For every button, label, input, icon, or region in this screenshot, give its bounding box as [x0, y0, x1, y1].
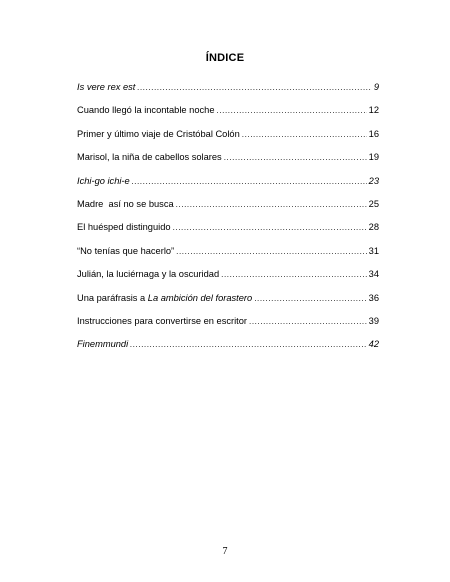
dot-leader [249, 316, 367, 327]
toc-entry-title: Instrucciones para convertirse en escritor [77, 315, 247, 326]
table-of-contents [77, 82, 379, 363]
toc-entry-page: 9 [373, 82, 379, 92]
toc-entry-title-prefix: Una paráfrasis a [77, 292, 148, 303]
toc-entry-title: Finemmundi [77, 339, 129, 350]
toc-entry [77, 222, 379, 245]
toc-entry-page: 19 [368, 152, 379, 163]
toc-entry [77, 152, 379, 175]
toc-entry-page: 25 [368, 198, 379, 209]
toc-entry [77, 269, 379, 292]
toc-entry-page: 28 [368, 222, 379, 233]
toc-entry-title: Ichi-go ichi-e [77, 175, 130, 186]
toc-entry [77, 339, 379, 362]
toc-entry-title: Cuando llegó la incontable noche [77, 105, 215, 116]
toc-entry-title [77, 293, 252, 304]
toc-entry-page: 16 [368, 128, 379, 139]
dot-leader [173, 222, 367, 233]
dot-leader [176, 199, 367, 210]
toc-entry-title: Julián, la luciérnaga y la oscuridad [77, 269, 220, 280]
page-title: ÍNDICE [205, 52, 245, 64]
page-number: 7 [222, 546, 228, 557]
toc-entry [77, 82, 379, 105]
toc-entry [77, 293, 379, 316]
toc-entry [77, 316, 379, 339]
toc-entry [77, 129, 379, 152]
toc-entry-page: 34 [368, 269, 379, 280]
toc-entry-page: 42 [368, 339, 379, 350]
toc-entry-title: El huésped distinguido [77, 222, 171, 233]
toc-entry-page: 39 [368, 315, 379, 326]
toc-entry-page: 36 [368, 292, 379, 303]
toc-entry [77, 246, 379, 269]
toc-entry-title: “No tenías que hacerlo” [77, 245, 175, 256]
dot-leader [224, 152, 367, 163]
dot-leader [176, 246, 367, 257]
toc-entry [77, 105, 379, 128]
dot-leader [137, 82, 371, 93]
toc-entry-page: 31 [368, 245, 379, 256]
toc-entry-page: 23 [368, 175, 379, 186]
toc-entry-title: Marisol, la niña de cabellos solares [77, 152, 222, 163]
toc-entry-title: Primer y último viaje de Cristóbal Colón [77, 128, 240, 139]
dot-leader [130, 339, 367, 350]
dot-leader [221, 269, 367, 280]
toc-entry-title-italic: La ambición del forastero [147, 292, 253, 303]
toc-entry [77, 199, 379, 222]
toc-entry-title: Madre así no se busca [77, 198, 174, 209]
dot-leader [242, 129, 367, 140]
toc-entry-page: 12 [368, 105, 379, 116]
dot-leader [254, 293, 366, 304]
dot-leader [217, 105, 367, 116]
dot-leader [132, 176, 367, 187]
toc-entry-title: Is vere rex est [77, 82, 136, 92]
toc-entry [77, 176, 379, 199]
